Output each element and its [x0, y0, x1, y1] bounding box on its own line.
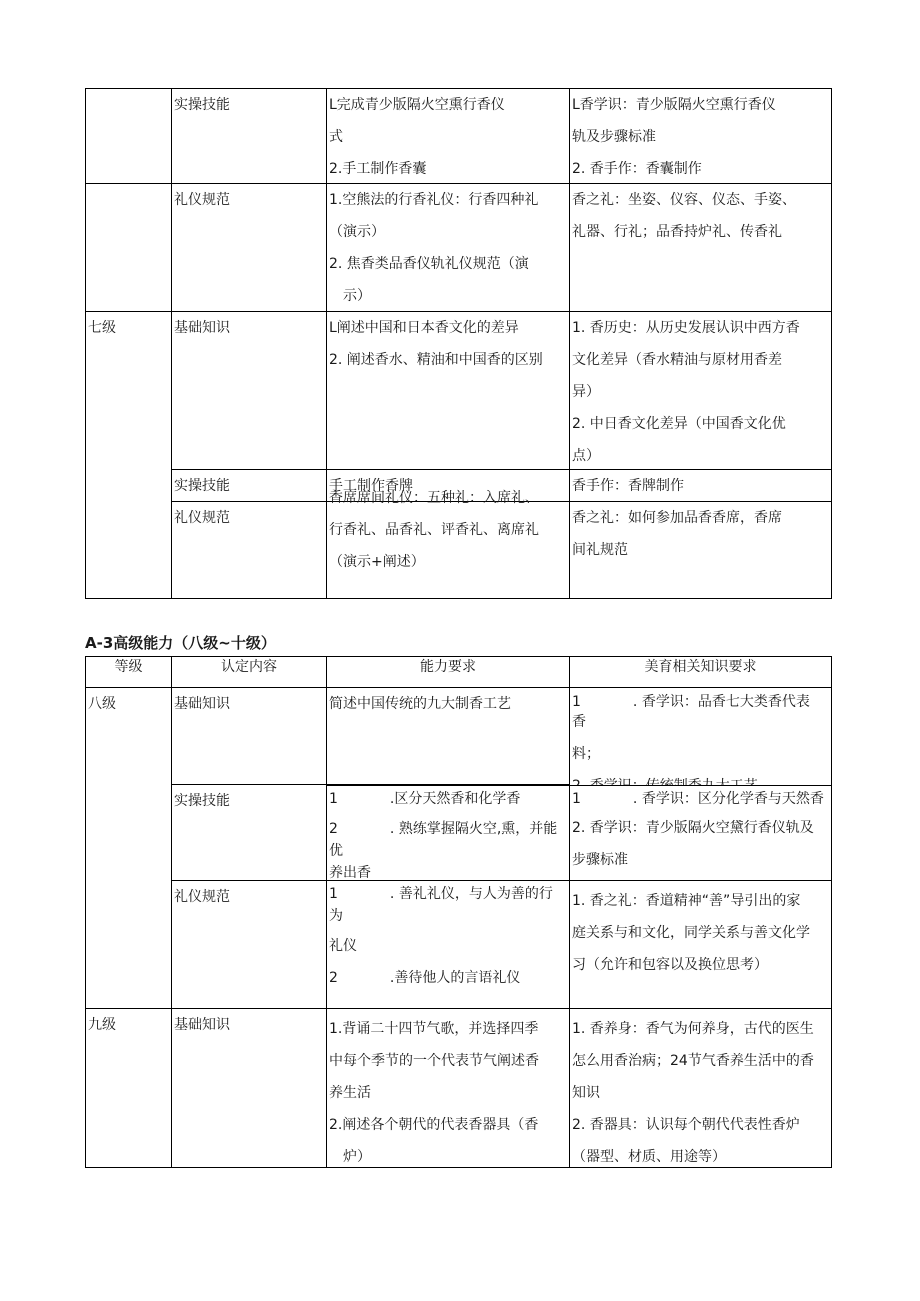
content-cell: 礼仪规范: [172, 502, 327, 598]
knowledge-cell: 香之礼：坐姿、仪容、仪态、手姿、 礼器、行礼；品香持炉礼、传香礼: [572, 192, 796, 240]
level-cell: [86, 89, 172, 183]
header-content: 认定内容: [172, 657, 327, 687]
ability-cell: 简述中国传统的九大制香工艺: [327, 688, 570, 785]
level-cell: 七级: [86, 312, 172, 598]
content-cell: 基础知识: [172, 312, 327, 470]
knowledge-cell: 1 . 香学识：品香七大类香代表 香 料；: [572, 694, 810, 762]
knowledge-cell: 香手作：香牌制作: [570, 470, 831, 502]
table-row: [86, 89, 831, 184]
level-cell: 九级: [86, 1009, 172, 1167]
table-bottom: [85, 656, 832, 1168]
content-cell: 实操技能: [172, 470, 327, 502]
table-row: [86, 490, 831, 598]
table-top: [85, 88, 832, 599]
knowledge-cell: L香学识：青少版隔火空熏行香仪 轨及步骤标准 2. 香手作：香囊制作: [572, 97, 776, 177]
list-number: 1: [572, 694, 581, 710]
table-row: [86, 312, 831, 470]
ability-cell: L完成青少版隔火空熏行香仪 式 2.手工制作香囊: [327, 89, 570, 183]
content-cell: 实操技能: [172, 785, 327, 881]
knowledge-cell: 香之礼：如何参加品香香席，香席 间礼规范: [572, 510, 782, 558]
content-cell: 基础知识: [172, 688, 327, 785]
level-cell: 八级: [86, 688, 172, 1009]
content-cell: 基础知识: [172, 1009, 327, 1167]
content-cell: 礼仪规范: [172, 881, 327, 1009]
knowledge-cell: 1. 香养身：香气为何养身，古代的医生 怎么用香治病；24节气香养生活中的香 知识 2. 香器具：认识每个朝代代表性香炉 （器型、材质、用途等）: [572, 1021, 814, 1165]
level-cell: [86, 184, 172, 311]
knowledge-cell: 1. 香之礼：香道精神“善”导引出的家 庭关系与和文化，同学关系与善文化学 习（允许和包容以及换位思考）: [570, 881, 831, 1009]
ability-cell: L阐述中国和日本香文化的差异 2. 阐述香水、精油和中国香的区别: [327, 312, 570, 470]
header-knowledge: 美育相关知识要求: [644, 659, 757, 675]
knowledge-cell: 1. 香历史：从历史发展认识中西方香 文化差异（香水精油与原材用香差 异） 2. 中日香文化差异（中国香文化优 点）: [570, 312, 831, 470]
content-cell: 礼仪规范: [172, 184, 327, 311]
header-level: 等级: [86, 657, 172, 687]
ability-cell: 香席席间礼仪：五种礼：入席礼、 行香礼、品香礼、评香礼、离席礼 （演示+阐述）: [327, 502, 570, 598]
content-cell: 实操技能: [172, 89, 327, 183]
table-header-row: [86, 657, 831, 688]
header-ability: 能力要求: [327, 657, 570, 687]
ability-cell: 1 .区分天然香和化学香 2 . 熟练掌握隔火空,熏，并能 优 养出香: [327, 785, 570, 881]
section-title: A-3高级能力（八级~十级）: [85, 634, 276, 652]
ability-cell: 1.空熊法的行香礼仪：行香四种礼 （演示） 2. 焦香类品香仪轨礼仪规范（演 示）: [327, 184, 570, 311]
ability-cell: 1.背诵二十四节气歌，并选择四季 中每个季节的一个代表节气阐述香 养生活 2.阐述各个朝代的代表香器具（香 炉）: [327, 1009, 570, 1167]
knowledge-cell: 1 . 香学识：区分化学香与天然香 2. 香学识：青少版隔火空黛行香仪轨及 步骤标准: [570, 785, 831, 881]
ability-cell: 1 . 善礼礼仪，与人为善的行 为 礼仪 2 .善待他人的言语礼仪: [327, 881, 570, 1009]
table-row: [86, 184, 831, 312]
ability-cell: 手工制作香牌: [327, 470, 570, 502]
